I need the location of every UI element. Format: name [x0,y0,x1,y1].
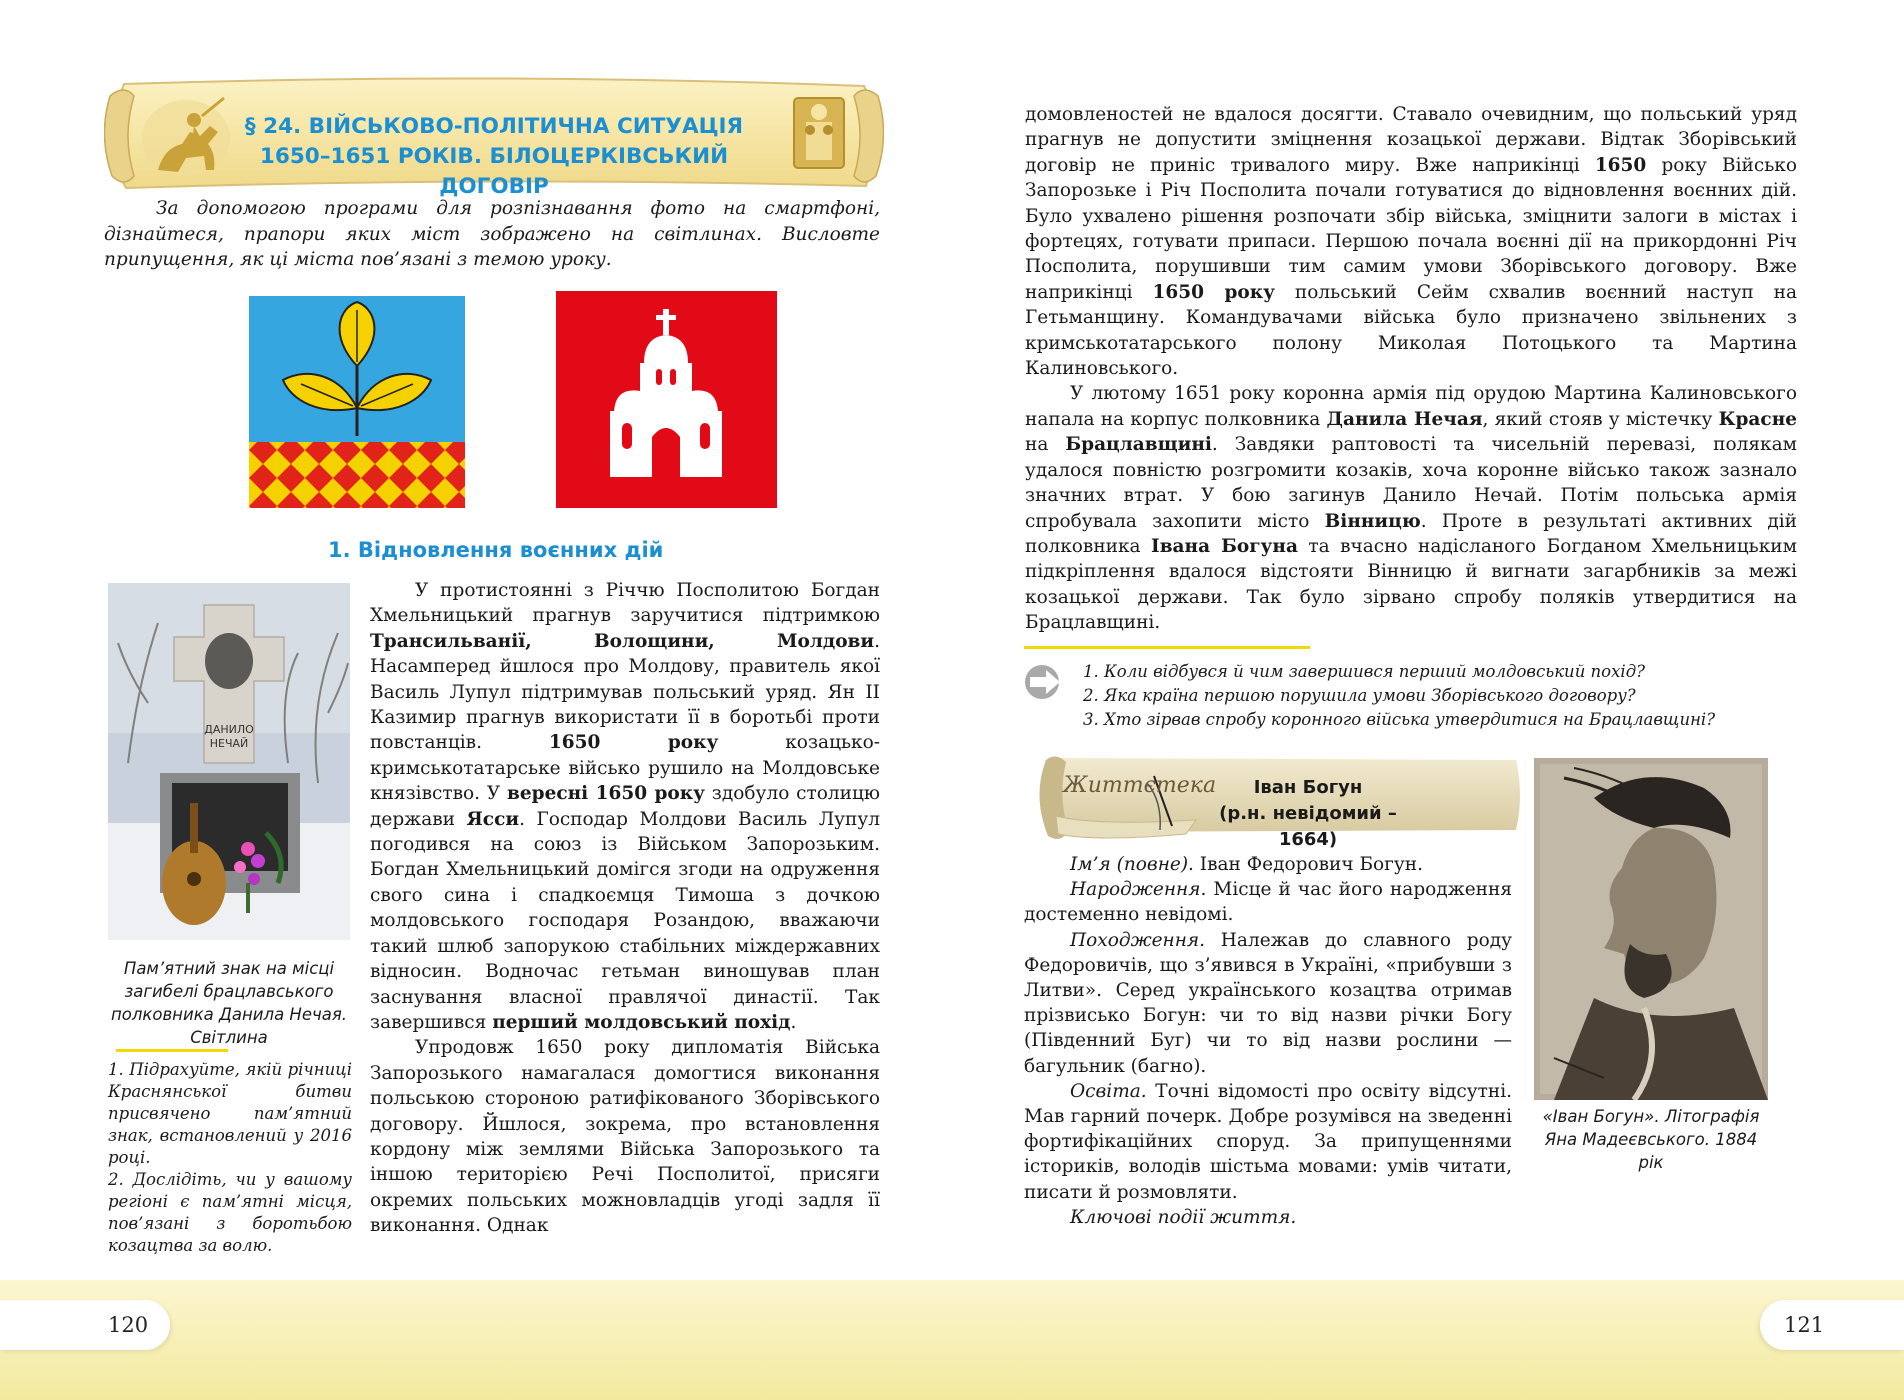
bio-full-name: Ім’я (повне). Іван Федорович Богун. [1070,854,1423,875]
paragraph-krasne-battle: У лютому 1651 року коронна армія під орудою Мартина Калиновського напала на корпус полковника Данила Нечая, який стояв у містечку Красне на Брацлавщині. Завдяки раптовості та чисельній перевазі, полякам удалося повністю розгромити козаків, хоча коронне військо також зазнало значних втрат. У бою загинув Данило Нечай. Потім польська армія спробувала захопити місто Вінницю. Проте в результаті активних дій полковника Івана Богуна та вчасно надісланого Богданом Хмельницьким підкріплення вдалося відстояти Вінницю й вигнати загарбників за межі козацької держави. Так було зірвано спробу поляків утвердитися на Брацлавщині. [1025,383,1797,634]
section-heading: 1. Відновлення воєнних дій [328,538,664,562]
lesson-title-line-2: 1650–1651 РОКІВ. БІЛОЦЕРКІВСЬКИЙ ДОГОВІР [259,144,729,199]
caption-divider [116,1049,228,1052]
side-questions [108,1059,352,1257]
biography-heading [1208,775,1408,853]
lesson-title-banner [104,76,884,199]
biography-name: Іван Богун [1253,777,1363,798]
portrait-caption: «Іван Богун». Літографія Яна Мадеєвського. 1884 рік [1542,1107,1760,1172]
review-question-1: 1. Коли відбувся й чим завершився перший молдовський похід? [1083,662,1646,681]
questions-divider [1024,646,1310,649]
review-question-2: 2. Яка країна першою порушила умови Зборівського договору? [1083,686,1636,705]
bottom-band-right [952,1280,1904,1400]
saints-emblem-icon [794,98,844,168]
city-flag-leaves [249,296,465,508]
page-number-right: 121 [1760,1300,1904,1350]
intro-task: За допомогою програми для розпізнавання фото на смартфоні, дізнайтеся, прапори яких міст зображено на світлинах. Висловте припущення, як ці міста пов’язані з темою уроку. [104,198,880,270]
paragraph-moldova-campaign: У протистоянні з Річчю Посполитою Богдан Хмельницький прагнув заручитися підтримкою Трансильванії, Волощини, Молдови. Насамперед йшлося про Молдову, правитель якої Василь Лупул підтримував польський уряд. Ян ІІ Казимир прагнув використати її в боротьбі проти повстанців. 1650 року козацько-кримськотатарське військо рушило на Молдовське князівство. У вересні 1650 року здобуло столицю держави Ясси. Господар Молдови Василь Лупул погодився на союз із Військом Запорозьким. Богдан Хмельницький домігся згоди на одруження свого сина і спадкоємця Тимоша з дочкою молдовського господаря Розандою, вважаючи такий шлюб запорукою стабільних міждержавних відносин. Водночас гетьман виношував план заснування власної правлячої династії. Так завершився перший молдовський похід. [370,580,880,1033]
arrow-right-icon [1024,664,1068,700]
review-questions [1083,660,1715,732]
lesson-title [244,112,744,202]
plaque-name-1: ДАНИЛО [204,723,254,736]
lesson-title-line-1: § 24. ВІЙСЬКОВО-ПОЛІТИЧНА СИТУАЦІЯ [244,114,744,139]
zhyttieteka-label: Життєтека [1063,773,1217,798]
paragraph-diplomacy: Упродовж 1650 року дипломатія Війська Запорозького намагалася домогтися виконання польською стороною ратифікованого Зборівського договору. Йшлося, зокрема, про встановлення кордону між землями Війська Запорозького та іншою територією Речі Посполитої, присяги окремих польських можновладців угоді задля її виконання. Однак [370,1037,880,1237]
side-question-2: 2. Дослідіть, чи у вашому регіоні є пам’ятні місця, пов’язані з боротьбою козацтва за волю. [108,1170,352,1255]
side-question-1: 1. Підрахуйте, якій річниці Краснянської битви присвячено пам’ятний знак, встановлений у 2016 році. [108,1060,352,1167]
paragraph-preparations: домовленостей не вдалося досягти. Ставало очевидним, що польський уряд прагнув не допустити зміцнення козацької держави. Відтак Зборівський договір не приніс тривалого миру. Вже наприкінці 1650 року Військо Запорозьке і Річ Посполита почали готуватися до відновлення воєнних дій. Було ухвалено рішення розпочати збір війська, зміцнити залоги в містах і фортецях, готувати припаси. Першою почала воєнні дії на прикордонні Річ Посполита, порушивши тим самим умови Зборівського договору. Вже наприкінці 1650 року польський Сейм схвалив воєнний наступ на Гетьманщину. Командувачами війська було призначено звільнених з кримськотатарського полону Миколая Потоцького та Мартина Калиновського. [1025,104,1797,380]
right-text-column [1025,102,1797,636]
bio-origin: Походження. Належав до славного роду Федоровичів, що з’явився в Україні, «прибувши з Литви». Серед українського козацтва отримав прізвисько Богун: чи то від назви річки Богу (Південний Буг) чи то від назви рослини — багульник (багно). [1024,929,1512,1077]
plaque-name-2: НЕЧАЙ [209,737,249,750]
biography-dates: (р.н. невідомий – 1664) [1219,803,1397,850]
city-flag-church [556,291,777,508]
biography-text [1024,852,1512,1230]
review-question-3: 3. Хто зірвав спробу коронного війська утвердитися на Брацлавщині? [1083,710,1716,729]
bio-key-events: Ключові події життя. [1070,1206,1297,1228]
left-text-column [370,578,880,1239]
bohun-portrait [1534,758,1768,1100]
bio-birth: Народження. Місце й час його народження достеменно невідомі. [1024,879,1512,926]
monument-photo [108,583,350,940]
bio-education: Освіта. Точні відомості про освіту відсутні. Мав гарний почерк. Добре розумівся на зведенні фортифікаційних споруд. За припущеннями істориків, володів шістьма мовами: умів читати, писати й розмовляти. [1024,1080,1512,1203]
monument-caption: Пам’ятний знак на місці загибелі брацлавського полковника Данила Нечая. Світлина [110,959,348,1047]
page-number-left: 120 [0,1300,170,1350]
